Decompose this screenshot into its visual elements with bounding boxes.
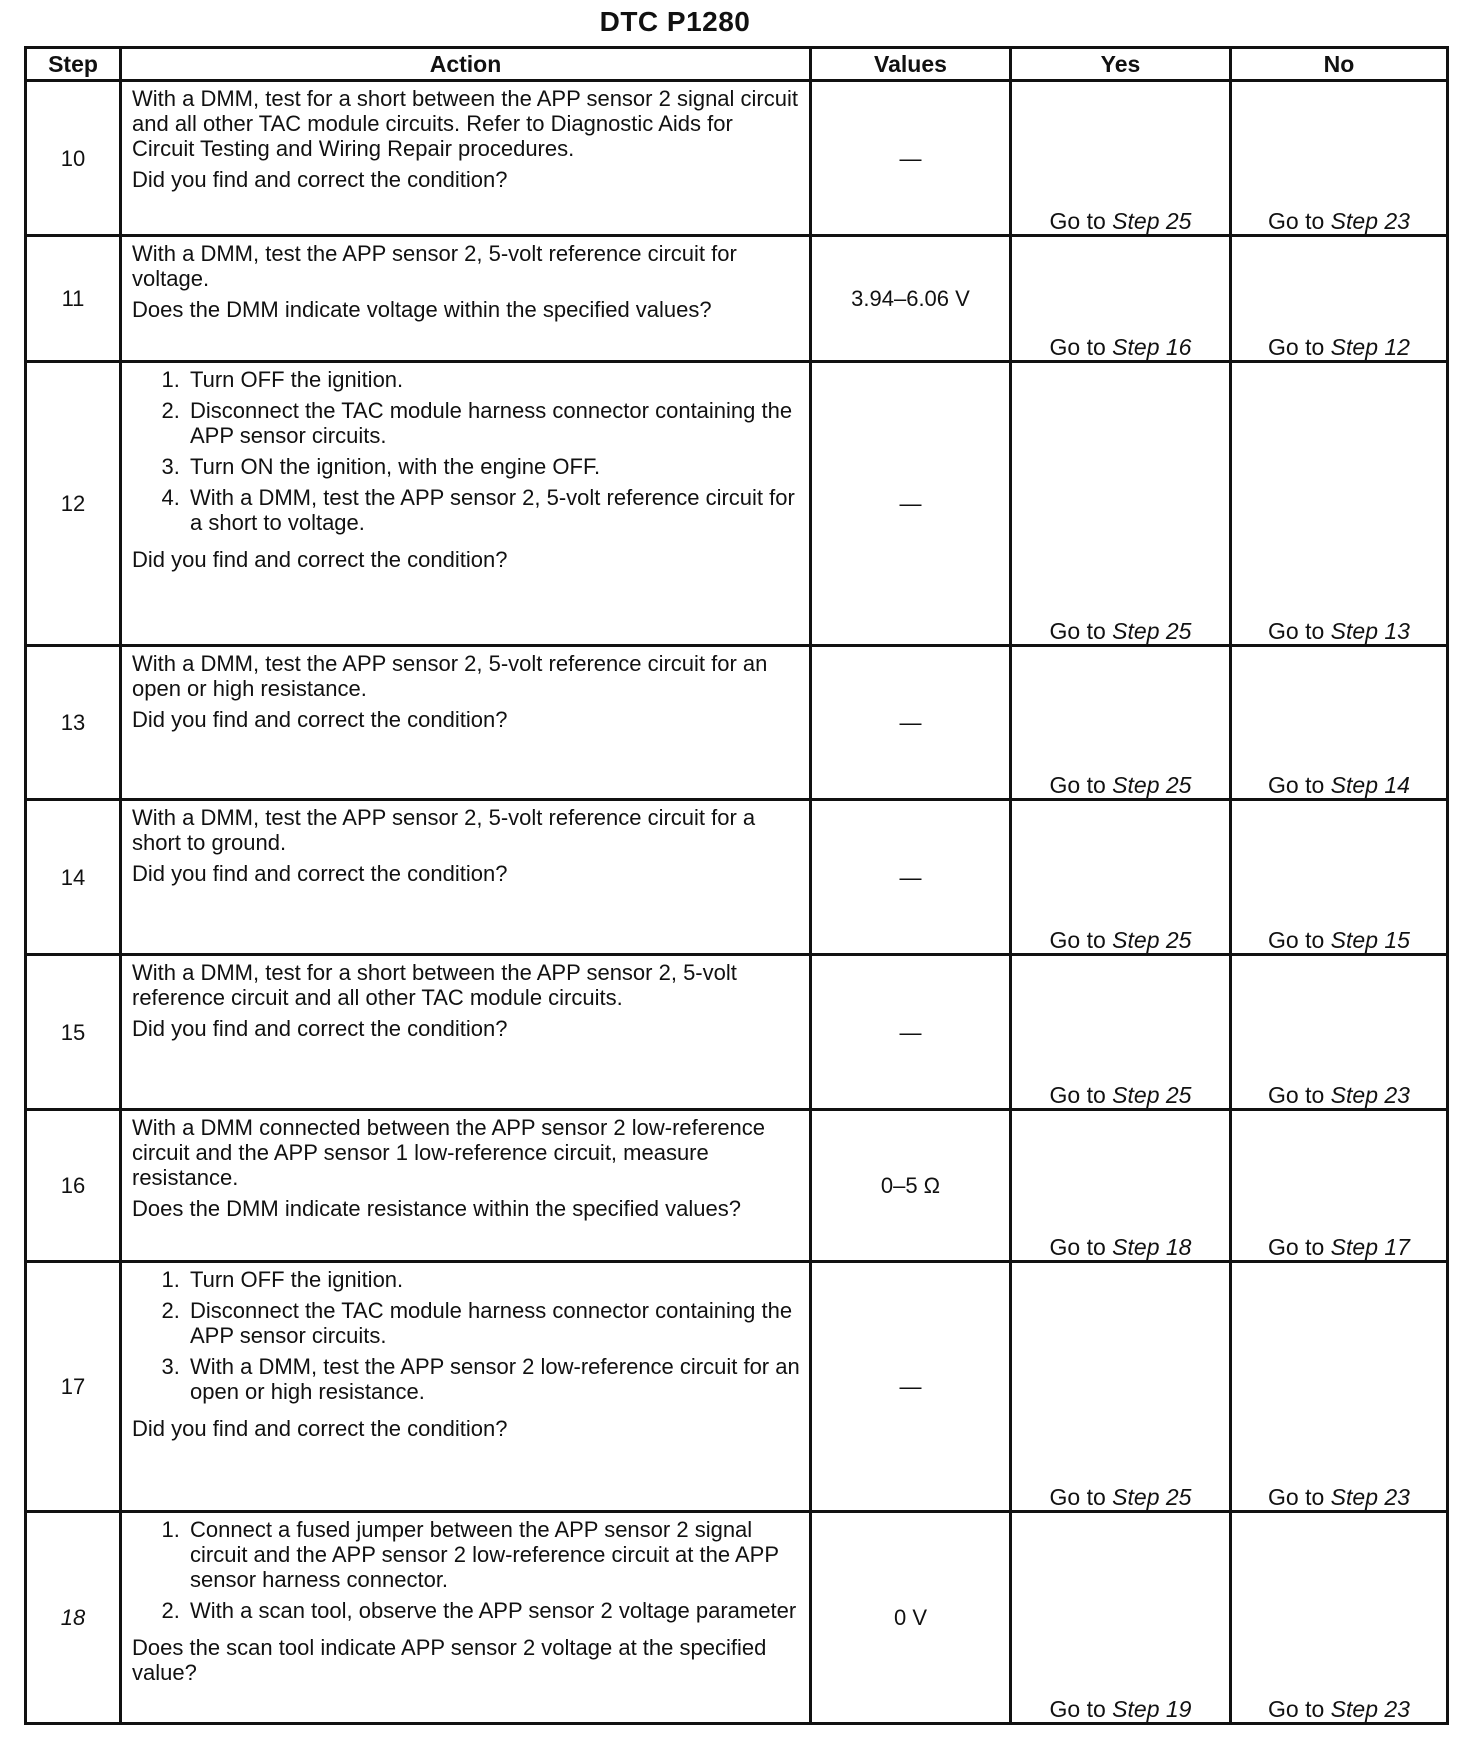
action-step-item: 1. Turn OFF the ignition.: [186, 367, 801, 392]
yes-cell: [1011, 1110, 1231, 1262]
no-cell: [1231, 646, 1448, 800]
action-question: Does the DMM indicate resistance within the specified values?: [132, 1196, 741, 1221]
action-cell: [121, 1262, 811, 1512]
header-values: Values: [811, 48, 1011, 81]
goto-label: Go to: [1049, 772, 1106, 798]
action-question: Did you find and correct the condition?: [132, 1416, 508, 1441]
action-cell: [121, 800, 811, 955]
step-number: 14: [26, 800, 121, 955]
table-row: [26, 800, 1448, 955]
yes-cell: [1011, 236, 1231, 362]
yes-step-link[interactable]: Step 16: [1112, 334, 1192, 360]
yes-step-link[interactable]: Step 19: [1112, 1696, 1192, 1722]
step-number: 12: [26, 362, 121, 646]
yes-step-link[interactable]: Step 25: [1112, 1484, 1192, 1510]
step-number: 10: [26, 81, 121, 236]
action-cell: [121, 646, 811, 800]
value-cell: —: [811, 81, 1011, 236]
goto-label: Go to: [1268, 1234, 1325, 1260]
value-cell: 3.94–6.06 V: [811, 236, 1011, 362]
yes-step-link[interactable]: Step 25: [1112, 772, 1192, 798]
action-text: With a DMM, test the APP sensor 2, 5-volt reference circuit for an open or high resistance.: [132, 651, 768, 701]
header-action: Action: [121, 48, 811, 81]
goto-label: Go to: [1049, 927, 1106, 953]
action-question: Did you find and correct the condition?: [132, 547, 508, 572]
action-cell: [121, 81, 811, 236]
no-step-link[interactable]: Step 15: [1330, 927, 1410, 953]
yes-cell: [1011, 81, 1231, 236]
goto-label: Go to: [1268, 334, 1325, 360]
no-cell: [1231, 1110, 1448, 1262]
yes-step-link[interactable]: Step 18: [1112, 1234, 1192, 1260]
yes-cell: [1011, 362, 1231, 646]
goto-label: Go to: [1049, 334, 1106, 360]
value-cell: —: [811, 955, 1011, 1110]
table-row: [26, 1262, 1448, 1512]
goto-label: Go to: [1049, 1234, 1106, 1260]
yes-step-link[interactable]: Step 25: [1112, 208, 1192, 234]
no-step-link[interactable]: Step 23: [1330, 1484, 1410, 1510]
step-number: 17: [26, 1262, 121, 1512]
yes-cell: [1011, 646, 1231, 800]
action-text: With a DMM connected between the APP sensor 2 low-reference circuit and the APP sensor 1 low-reference circuit, measure resistance.: [132, 1115, 766, 1190]
table-row: [26, 236, 1448, 362]
yes-cell: [1011, 955, 1231, 1110]
value-cell: 0 V: [811, 1512, 1011, 1724]
no-cell: [1231, 800, 1448, 955]
action-question: Did you find and correct the condition?: [132, 707, 508, 732]
table-row: [26, 955, 1448, 1110]
value-cell: 0–5 Ω: [811, 1110, 1011, 1262]
action-text: With a DMM, test the APP sensor 2, 5-volt reference circuit for voltage.: [132, 241, 737, 291]
action-text: With a DMM, test for a short between the APP sensor 2 signal circuit and all other TAC module circuits. Refer to Diagnostic Aids for Circuit Testing and Wiring Repair procedures.: [132, 86, 798, 161]
no-cell: [1231, 955, 1448, 1110]
action-cell: [121, 955, 811, 1110]
no-cell: [1231, 1512, 1448, 1724]
no-step-link[interactable]: Step 12: [1330, 334, 1410, 360]
action-cell: [121, 1512, 811, 1724]
step-number: 18: [26, 1512, 121, 1724]
action-question: Did you find and correct the condition?: [132, 861, 508, 886]
action-step-list: [132, 367, 801, 541]
table-row: [26, 646, 1448, 800]
step-number: 15: [26, 955, 121, 1110]
action-step-item: 3. With a DMM, test the APP sensor 2 low-reference circuit for an open or high resistance.: [186, 1354, 801, 1404]
goto-label: Go to: [1049, 1484, 1106, 1510]
action-step-item: 1. Turn OFF the ignition.: [186, 1267, 801, 1292]
step-number: 11: [26, 236, 121, 362]
no-step-link[interactable]: Step 23: [1330, 1696, 1410, 1722]
action-cell: [121, 236, 811, 362]
header-no: No: [1231, 48, 1448, 81]
action-step-item: 2. Disconnect the TAC module harness connector containing the APP sensor circuits.: [186, 1298, 801, 1348]
table-row: [26, 362, 1448, 646]
action-question: Does the scan tool indicate APP sensor 2 voltage at the specified value?: [132, 1635, 767, 1685]
action-step-item: 3. Turn ON the ignition, with the engine OFF.: [186, 454, 801, 479]
goto-label: Go to: [1268, 618, 1325, 644]
yes-step-link[interactable]: Step 25: [1112, 927, 1192, 953]
yes-cell: [1011, 1512, 1231, 1724]
no-step-link[interactable]: Step 14: [1330, 772, 1410, 798]
action-step-item: 1. Connect a fused jumper between the APP sensor 2 signal circuit and the APP sensor 2 low-reference circuit at the APP sensor harness connector.: [186, 1517, 801, 1592]
diagnostic-table: [24, 46, 1449, 1725]
page-title: DTC P1280: [599, 6, 751, 37]
no-cell: [1231, 236, 1448, 362]
value-cell: —: [811, 1262, 1011, 1512]
action-step-item: 2. With a scan tool, observe the APP sensor 2 voltage parameter: [186, 1598, 801, 1623]
value-cell: —: [811, 800, 1011, 955]
action-step-item: 2. Disconnect the TAC module harness connector containing the APP sensor circuits.: [186, 398, 801, 448]
goto-label: Go to: [1268, 927, 1325, 953]
goto-label: Go to: [1268, 1082, 1325, 1108]
yes-cell: [1011, 800, 1231, 955]
action-question: Did you find and correct the condition?: [132, 1016, 508, 1041]
yes-step-link[interactable]: Step 25: [1112, 618, 1192, 644]
no-cell: [1231, 1262, 1448, 1512]
goto-label: Go to: [1268, 208, 1325, 234]
goto-label: Go to: [1268, 1484, 1325, 1510]
action-question: Does the DMM indicate voltage within the specified values?: [132, 297, 712, 322]
no-step-link[interactable]: Step 23: [1330, 208, 1410, 234]
no-step-link[interactable]: Step 13: [1330, 618, 1410, 644]
action-cell: [121, 362, 811, 646]
goto-label: Go to: [1049, 618, 1106, 644]
action-question: Did you find and correct the condition?: [132, 167, 508, 192]
no-step-link[interactable]: Step 17: [1330, 1234, 1410, 1260]
action-cell: [121, 1110, 811, 1262]
action-step-list: [132, 1267, 801, 1410]
table-row: [26, 1512, 1448, 1724]
goto-label: Go to: [1049, 208, 1106, 234]
goto-label: Go to: [1268, 772, 1325, 798]
table-row: [26, 1110, 1448, 1262]
header-yes: Yes: [1011, 48, 1231, 81]
value-cell: —: [811, 362, 1011, 646]
table-header-row: [26, 48, 1448, 81]
goto-label: Go to: [1049, 1696, 1106, 1722]
no-cell: [1231, 81, 1448, 236]
goto-label: Go to: [1268, 1696, 1325, 1722]
header-step: Step: [26, 48, 121, 81]
action-step-list: [132, 1517, 801, 1629]
goto-label: Go to: [1049, 1082, 1106, 1108]
step-number: 13: [26, 646, 121, 800]
action-text: With a DMM, test the APP sensor 2, 5-volt reference circuit for a short to ground.: [132, 805, 756, 855]
step-number: 16: [26, 1110, 121, 1262]
action-text: With a DMM, test for a short between the APP sensor 2, 5-volt reference circuit and all other TAC module circuits.: [132, 960, 737, 1010]
table-row: [26, 81, 1448, 236]
no-step-link[interactable]: Step 23: [1330, 1082, 1410, 1108]
yes-cell: [1011, 1262, 1231, 1512]
action-step-item: 4. With a DMM, test the APP sensor 2, 5-volt reference circuit for a short to voltage.: [186, 485, 801, 535]
yes-step-link[interactable]: Step 25: [1112, 1082, 1192, 1108]
value-cell: —: [811, 646, 1011, 800]
no-cell: [1231, 362, 1448, 646]
